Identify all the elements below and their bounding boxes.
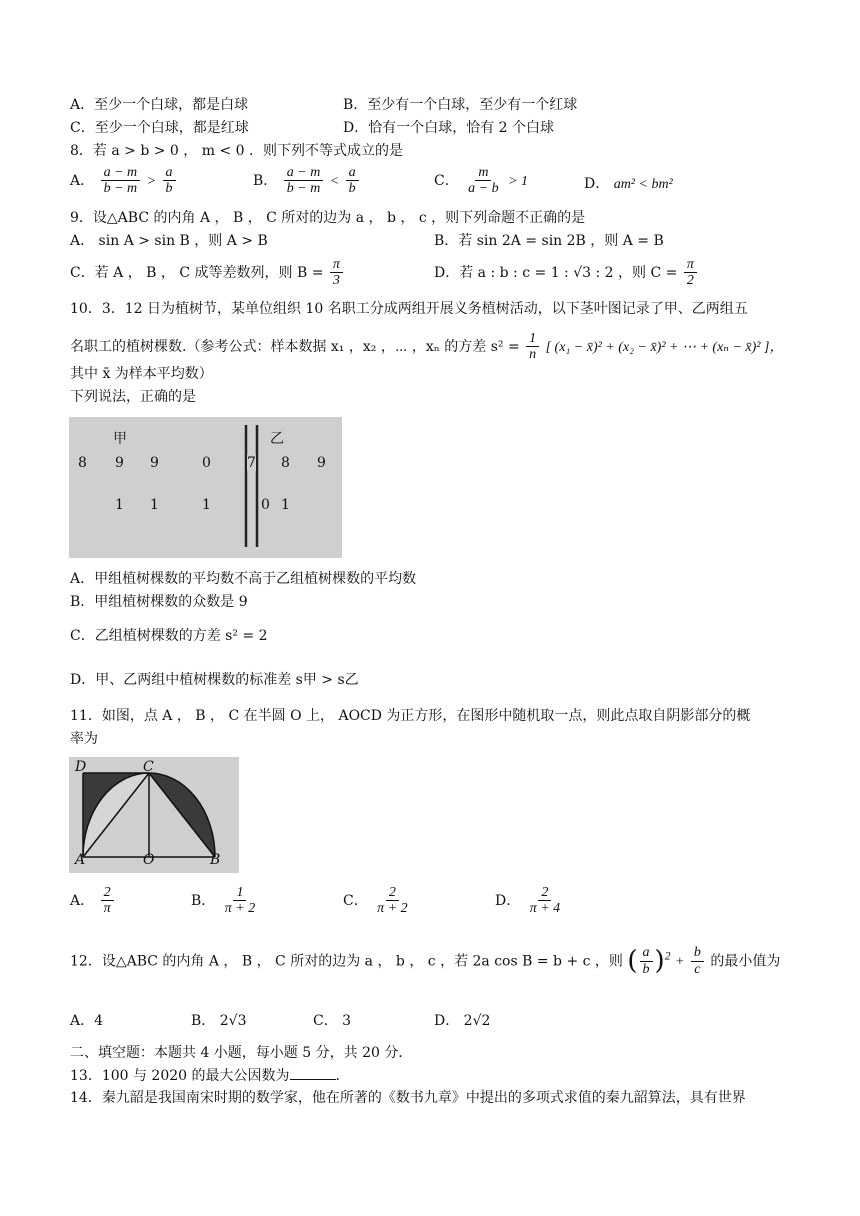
q13-answer-blank[interactable]	[290, 1067, 336, 1080]
leaf-right-1-0: 0	[261, 497, 270, 513]
label-c: C	[143, 759, 154, 775]
stem-1: 1	[202, 497, 211, 513]
q7-option-d: D．恰有一个白球，恰有 2 个白球	[343, 120, 555, 136]
q7-option-a: A．至少一个白球，都是白球	[70, 97, 249, 113]
leaf-left-1-1: 1	[150, 497, 159, 513]
leaf-right-1-1: 1	[281, 497, 290, 513]
leaf-left-0-0: 8	[78, 455, 87, 471]
q8-option-b: B． $\frac{a - m}{b - m}$ < $\frac{a}{b}$	[253, 165, 361, 197]
q10-line1: 10．3．12 日为植树节，某单位组织 10 名职工分成两组开展义务植树活动，以下茎叶图记录了甲、乙两组五	[70, 301, 748, 317]
stem-leaf-photo	[69, 417, 342, 558]
q9-option-d: D．若 a : b : c = 1 : √3 : 2 ，则 C = $\frac{\pi}{2}$	[434, 257, 699, 289]
header-jia: 甲	[113, 431, 127, 447]
q10-option-b: B．甲组植树棵数的众数是 9	[70, 594, 248, 610]
q8-option-d: D． am² < bm²	[584, 176, 673, 192]
q11-option-a: A． $\frac{2}{\pi}$	[70, 885, 116, 917]
q9-option-a: A． sin A > sin B ，则 A > B	[70, 233, 268, 249]
q12-option-b: B． 2√3	[191, 1013, 247, 1029]
semicircle-figure	[69, 757, 239, 873]
q11-option-c: C． $\frac{2}{\pi + 2}$	[343, 885, 408, 917]
q12-option-c: C． 3	[313, 1013, 352, 1029]
q10-line3: 其中 x̄ 为样本平均数）	[70, 366, 213, 382]
q11-line2: 率为	[70, 731, 98, 747]
leaf-left-0-2: 9	[150, 455, 159, 471]
q12-option-a: A．4	[70, 1013, 104, 1029]
q8-option-a: A． $\frac{a - m}{b - m}$ > $\frac{a}{b}$	[70, 165, 178, 197]
q9-option-c: C．若 A ， B ， C 成等差数列，则 B = $\frac{\pi}{3}$	[70, 257, 345, 289]
q8-stem: 8．若 a > b > 0 ， m < 0 ．则下列不等式成立的是	[70, 143, 403, 159]
q10-option-d: D．甲、乙两组中植树棵数的标准差 s甲 > s乙	[70, 672, 359, 688]
q7-option-c: C．至少一个白球，都是红球	[70, 120, 249, 136]
stem-0: 0	[202, 455, 211, 471]
q12-option-d: D． 2√2	[434, 1013, 491, 1029]
leaf-right-0-1: 8	[281, 455, 290, 471]
q10-line4: 下列说法，正确的是	[70, 389, 196, 405]
q14: 14．秦九韶是我国南宋时期的数学家，他在所著的《数书九章》中提出的多项式求值的秦九韶算法，具有世界	[70, 1090, 746, 1106]
q11-option-d: D． $\frac{2}{\pi + 4}$	[495, 885, 561, 917]
leaf-right-0-2: 9	[317, 455, 326, 471]
section-2-heading: 二、填空题：本题共 4 小题，每小题 5 分，共 20 分．	[70, 1045, 413, 1061]
q7-option-b: B．至少有一个白球，至少有一个红球	[343, 97, 578, 113]
label-d: D	[75, 759, 87, 775]
header-yi: 乙	[270, 431, 284, 447]
leaf-right-0-0: 7	[247, 455, 256, 471]
q10-option-a: A．甲组植树棵数的平均数不高于乙组植树棵数的平均数	[70, 571, 417, 587]
label-a: A	[75, 852, 86, 868]
label-o: O	[143, 852, 155, 868]
q13: 13．100 与 2020 的最大公因数为 ．	[70, 1068, 350, 1084]
q12-stem: 12．设△ABC 的内角 A ， B ， C 所对的边为 a ， b ， c ，若 2a cos B = b + c ，则 ( $\frac{a}{b}$ )$^2$ + $\frac{b}{c}$ 的最小值为	[70, 945, 781, 977]
q11-option-b: B． $\frac{1}{\pi + 2}$	[191, 885, 256, 917]
q10-option-c: C．乙组植树棵数的方差 s² = 2	[70, 628, 268, 644]
q11-line1: 11．如图，点 A ， B ， C 在半圆 O 上， AOCD 为正方形，在图形中随机取一点，则此点取自阴影部分的概	[70, 708, 751, 724]
q8-option-c: C． $\frac{m}{a - b}$ > 1	[434, 165, 529, 197]
label-b: B	[210, 852, 221, 868]
leaf-left-0-1: 9	[115, 455, 124, 471]
leaf-left-1-0: 1	[115, 497, 124, 513]
q9-option-b: B．若 sin 2A = sin 2B ，则 A = B	[434, 233, 664, 249]
q9-stem: 9．设△ABC 的内角 A ， B ， C 所对的边为 a ， b ， c ，则下列命题不正确的是	[70, 210, 586, 226]
q10-line2: 名职工的植树棵数.（参考公式：样本数据 x₁ ，x₂ ，⋯ ，xₙ 的方差 s² = $\frac{1}{n}$ [ (x₁ − x̄)² + (x₂ − x̄)² + ⋯ + (xₙ − x̄)² ]，	[70, 331, 784, 363]
